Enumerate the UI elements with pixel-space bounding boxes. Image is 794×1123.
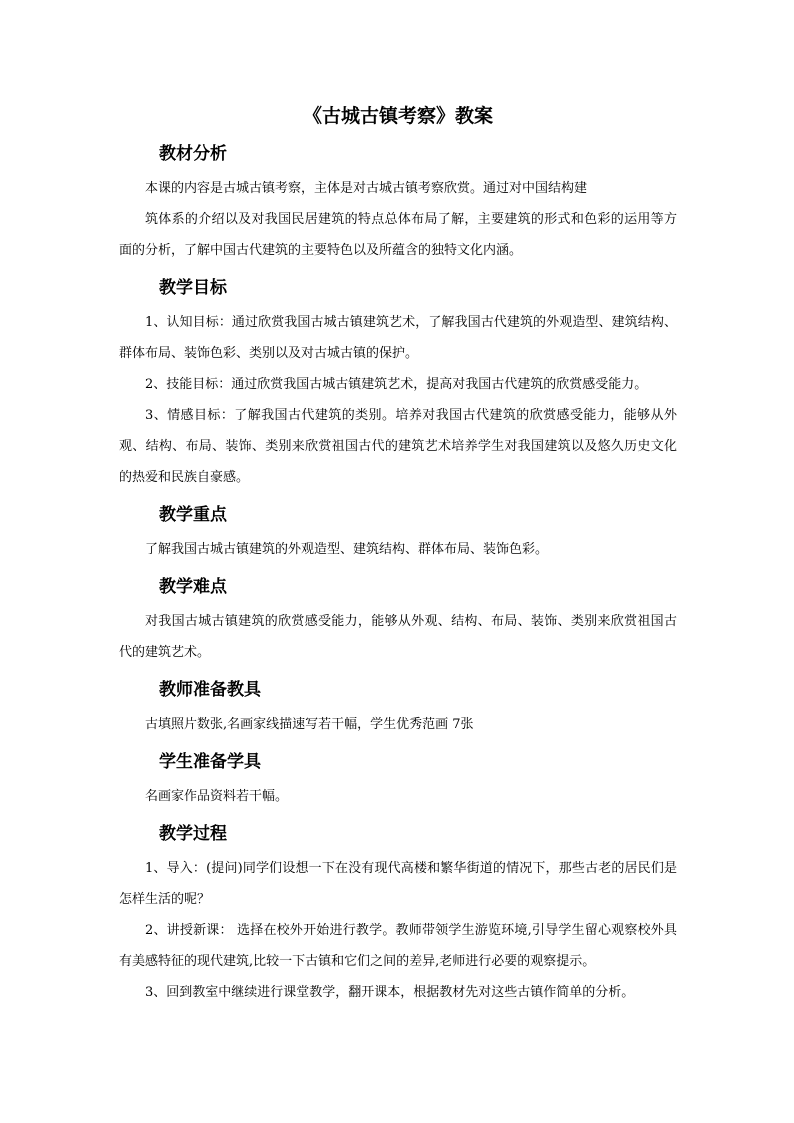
paragraph: 3、情感目标：了解我国古代建筑的类别。培养对我国古代建筑的欣赏感受能力，能够从外观、结构、布局、装饰、类别来欣赏祖国古代的建筑艺术培养学生对我国建筑以及悠久历史文化的热爱和民族自豪感。 bbox=[119, 408, 677, 485]
section-heading: 教学难点 bbox=[159, 577, 227, 597]
document-title: 《古城古镇考察》教案 bbox=[302, 105, 493, 127]
paragraph: 对我国古城古镇建筑的欣赏感受能力，能够从外观、结构、布局、装饰、类别来欣赏祖国古代的建筑艺术。 bbox=[119, 614, 677, 660]
section-heading: 教材分析 bbox=[159, 144, 227, 164]
paragraph: 3、回到教室中继续进行课堂教学，翻开课本，根据教材先对这些古镇作简单的分析。 bbox=[145, 985, 635, 1000]
paragraph: 2、讲授新课： 选择在校外开始进行教学。教师带领学生游览环境,引导学生留心观察校外具有美感特征的现代建筑,比较一下古镇和它们之间的差异,老师进行必要的观察提示。 bbox=[119, 923, 677, 969]
paragraph: 1、导入：(提问)同学们设想一下在没有现代高楼和繁华街道的情况下，那些古老的居民们是怎样生活的呢？ bbox=[119, 861, 677, 907]
section-teacher-materials bbox=[119, 676, 677, 740]
document-content bbox=[119, 100, 677, 1008]
section-material-analysis bbox=[119, 140, 677, 266]
paragraph: 筑体系的介绍以及对我国民居建筑的特点总体布局了解，主要建筑的形式和色彩的运用等方面的分析，了解中国古代建筑的主要特色以及所蕴含的独特文化内涵。 bbox=[119, 212, 677, 258]
paragraph: 1、认知目标：通过欣赏我国古城古镇建筑艺术，了解我国古代建筑的外观造型、建筑结构、群体布局、装饰色彩、类别以及对古城古镇的保护。 bbox=[119, 315, 677, 361]
section-heading: 教学过程 bbox=[159, 824, 227, 844]
section-teaching-goals bbox=[119, 274, 677, 493]
section-key-points bbox=[119, 501, 677, 565]
section-difficulties bbox=[119, 573, 677, 668]
section-heading: 教学目标 bbox=[159, 278, 227, 298]
section-student-materials bbox=[119, 748, 677, 812]
paragraph: 本课的内容是古城古镇考察，主体是对古城古镇考察欣赏。通过对中国结构建 bbox=[145, 181, 588, 196]
paragraph: 2、技能目标：通过欣赏我国古城古镇建筑艺术，提高对我国古代建筑的欣赏感受能力。 bbox=[145, 377, 648, 392]
section-teaching-process bbox=[119, 820, 677, 1008]
paragraph: 了解我国古城古镇建筑的外观造型、建筑结构、群体布局、装饰色彩。 bbox=[145, 542, 549, 557]
paragraph: 古填照片数张,名画家线描速写若干幅，学生优秀范画 7张 bbox=[145, 717, 474, 732]
section-heading: 教学重点 bbox=[159, 505, 227, 525]
section-heading: 学生准备学具 bbox=[159, 752, 261, 772]
section-heading: 教师准备教具 bbox=[159, 680, 261, 700]
paragraph: 名画家作品资料若干幅。 bbox=[145, 789, 289, 804]
